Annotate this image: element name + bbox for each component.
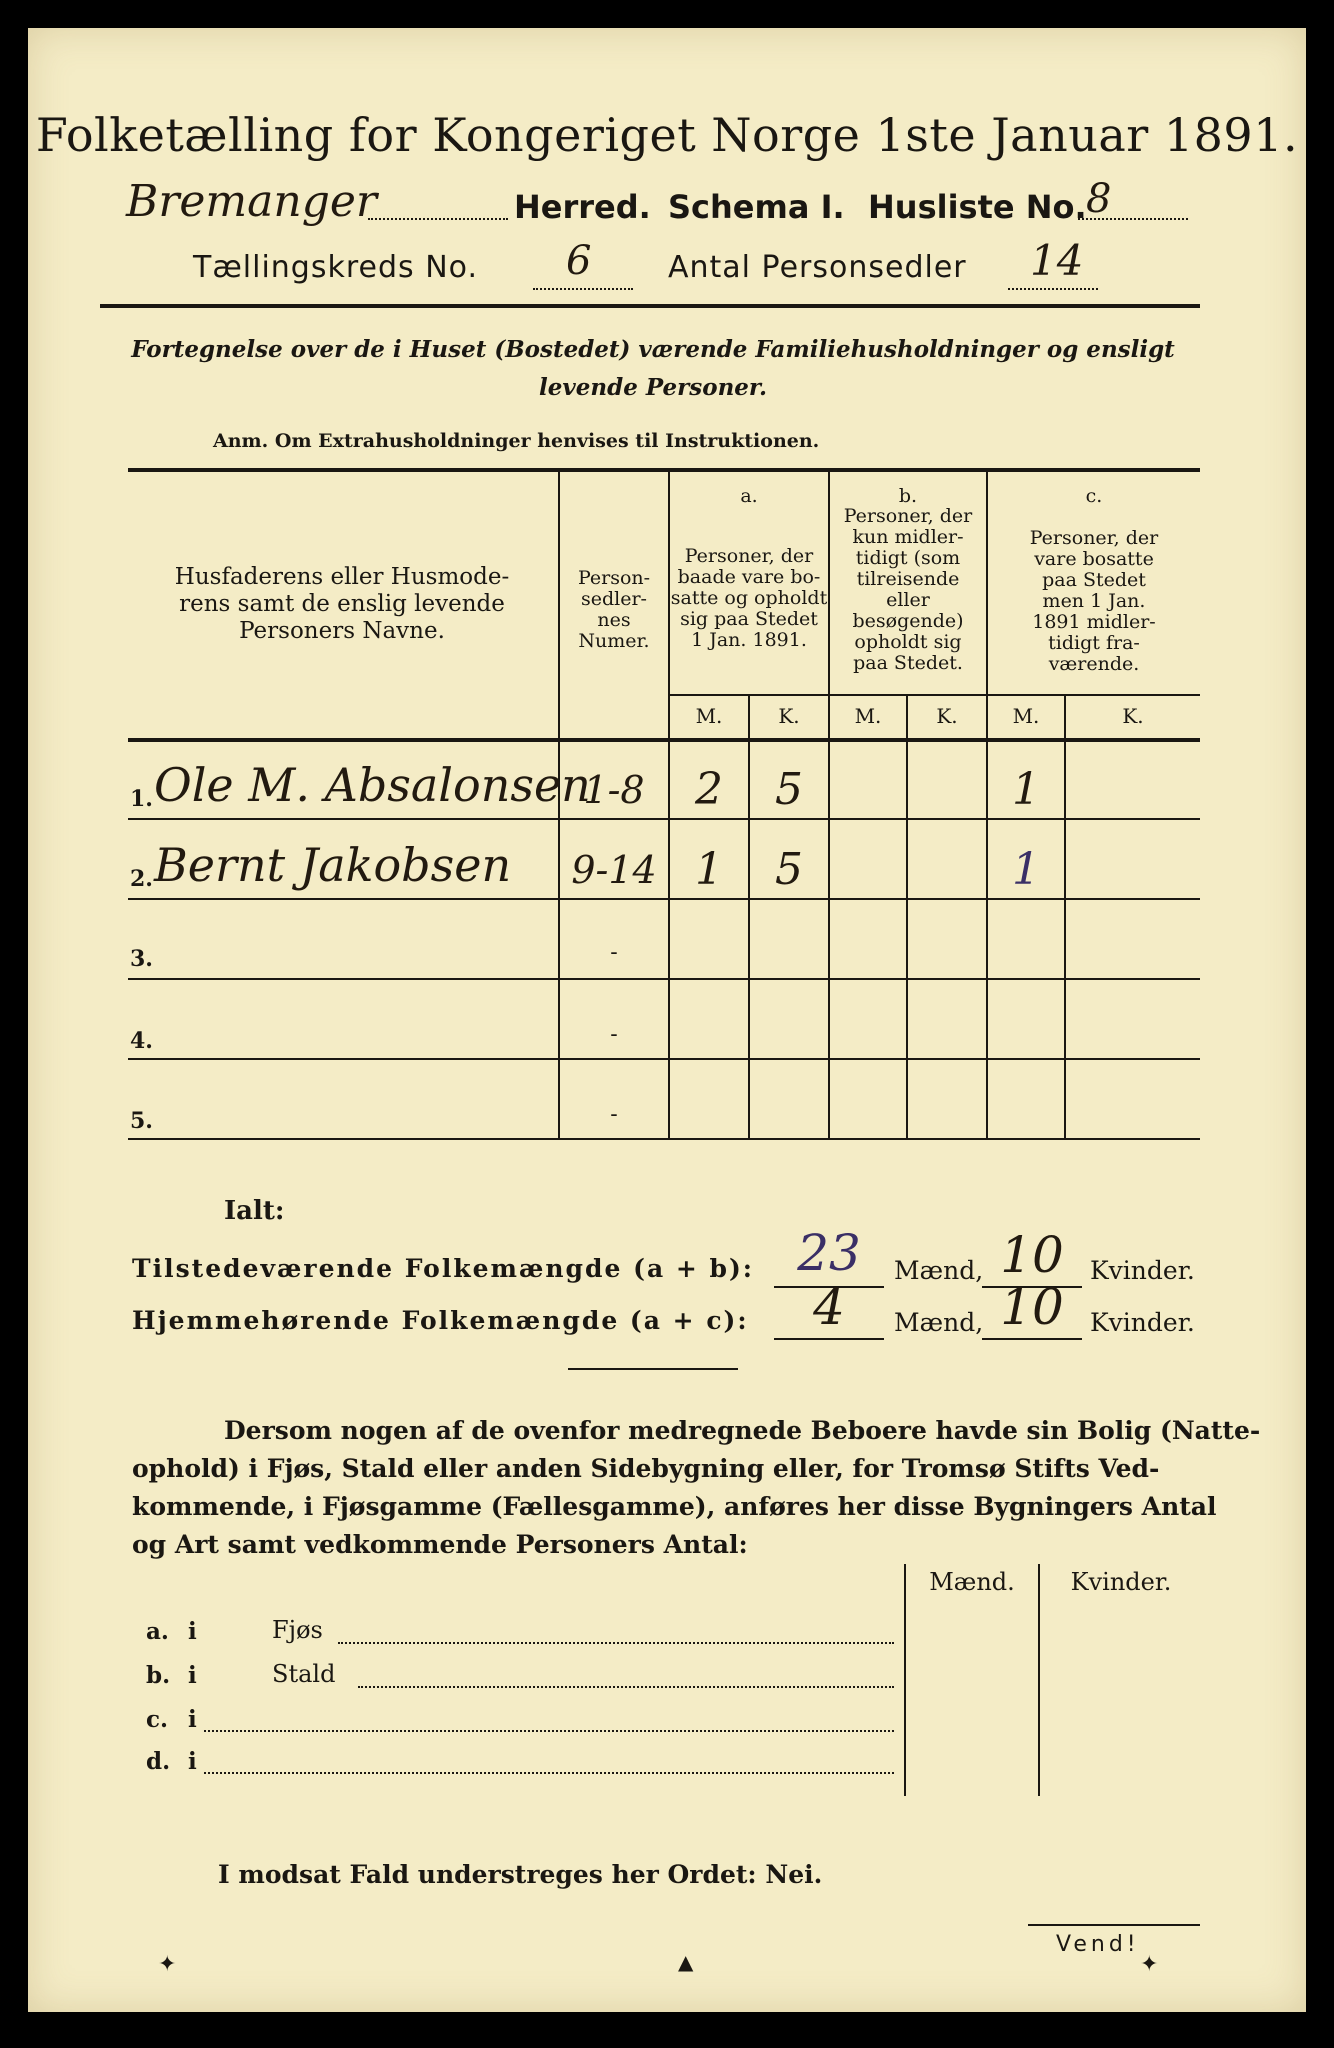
header-numer-line-3: nes (597, 609, 631, 631)
nei-line: I modsat Fald understreges her Ordet: Nei. (218, 1860, 823, 1889)
header-col-b-letter: b. (898, 485, 918, 507)
table-bottom-rule (128, 1138, 1200, 1140)
sub-c-m: M. (1012, 704, 1040, 728)
herred-dots (368, 218, 508, 220)
kreds-label: Tællingskreds No. (193, 250, 478, 285)
header-col-a-line-5: 1 Jan. 1891. (691, 629, 807, 651)
building-a-letter: a. (146, 1618, 169, 1645)
header-col-a-line-3: satte og opholdt (670, 587, 828, 609)
row-1-num: 1. (130, 786, 153, 812)
row-5-numer: - (610, 1102, 618, 1127)
header-names-line-1: Husfaderens eller Husmode- (174, 564, 510, 590)
header-col-b-line-6: besøgende) (852, 610, 964, 632)
kreds-dots (533, 288, 633, 290)
row-2-name: Bernt Jakobsen (154, 838, 512, 892)
sub-c-k: K. (1122, 704, 1144, 728)
header-col-b (830, 506, 986, 674)
vend-rule (1028, 1924, 1200, 1926)
building-d-i: i (188, 1748, 197, 1775)
tilstede-maend-value: 23 (797, 1224, 861, 1282)
hjemme-maend-value: 4 (813, 1278, 845, 1336)
header-col-b-line-5: eller (886, 589, 930, 611)
row-2-rule (128, 898, 1200, 900)
buildings-col-divider-2 (1038, 1564, 1040, 1796)
row-1-a-m: 2 (695, 764, 723, 815)
buildings-maend-header: Mænd. (929, 1568, 1015, 1596)
hjemme-label: Hjemmehørende Folkemængde (a + c): (132, 1306, 749, 1335)
tilstede-kvinder-label: Kvinder. (1090, 1256, 1195, 1285)
hjemme-maend-line (774, 1338, 884, 1340)
herred-value: Bremanger (126, 176, 377, 227)
building-d-letter: d. (146, 1748, 171, 1775)
header-numer (560, 568, 668, 652)
hjemme-kvinder-line (982, 1338, 1082, 1340)
header-col-b-line-1: Personer, der (843, 505, 973, 527)
row-4-numer: - (610, 1022, 618, 1047)
census-form-page (28, 28, 1306, 2012)
sub-b-m: M. (854, 704, 882, 728)
header-col-a-line-4: sig paa Stedet (680, 608, 818, 630)
header-col-b-line-8: paa Stedet. (853, 652, 963, 674)
personsedler-value: 14 (1030, 236, 1084, 285)
row-2-a-m: 1 (695, 844, 723, 895)
tilstede-maend-label: Mænd, (894, 1256, 984, 1285)
row-5-num: 5. (130, 1108, 153, 1134)
registration-mark-left-icon: ✦ (158, 1952, 177, 1977)
building-b-letter: b. (146, 1662, 171, 1689)
vend-label: Vend! (1056, 1932, 1140, 1957)
row-3-rule (128, 978, 1200, 980)
anm-note: Anm. Om Extrahusholdninger henvises til Instruktionen. (213, 430, 820, 452)
buildings-paragraph (132, 1412, 1261, 1564)
building-c-letter: c. (146, 1706, 169, 1733)
row-2-numer: 9-14 (571, 848, 657, 892)
schema-label: Schema I. (668, 188, 845, 226)
header-col-a-line-1: Personer, der (684, 545, 814, 567)
building-a-dots (338, 1642, 894, 1644)
tilstede-kvinder-value: 10 (1000, 1226, 1064, 1284)
building-a-label: Fjøs (272, 1616, 323, 1644)
buildings-para-line-3: kommende, i Fjøsgamme (Fællesgamme), anføres her disse Bygningers Antal (132, 1492, 1217, 1521)
hjemme-kvinder-value: 10 (1000, 1278, 1064, 1336)
building-b-i: i (188, 1662, 197, 1689)
header-col-c-line-4: men 1 Jan. (1042, 590, 1146, 612)
kreds-value: 6 (566, 238, 592, 284)
section-divider (568, 1368, 738, 1370)
page-title: Folketælling for Kongeriget Norge 1ste Januar 1891. (35, 108, 1299, 162)
row-3-numer: - (610, 940, 618, 965)
row-3-num: 3. (130, 946, 153, 972)
building-a-i: i (188, 1618, 197, 1645)
header-rule (100, 304, 1200, 308)
header-col-b-line-4: tilreisende (856, 568, 960, 590)
row-1-numer: 1-8 (583, 768, 645, 812)
husliste-label: Husliste No. (868, 188, 1087, 226)
row-2-c-m: 1 (1012, 844, 1040, 895)
hjemme-maend-label: Mænd, (894, 1308, 984, 1337)
header-col-c-line-7: værende. (1048, 653, 1140, 675)
header-col-b-line-2: kun midler- (852, 526, 964, 548)
buildings-para-line-4: og Art samt vedkommende Personers Antal: (132, 1530, 748, 1559)
col-divider-c-mk (1064, 694, 1066, 1138)
row-1-a-k: 5 (775, 764, 803, 815)
sub-a-m: M. (695, 704, 723, 728)
header-names-line-3: Personers Navne. (239, 618, 445, 644)
col-divider-a-mk (748, 694, 750, 1138)
col-divider-b-mk (906, 694, 908, 1138)
row-1-rule (128, 818, 1200, 820)
header-names-line-2: rens samt de enslig levende (179, 591, 505, 617)
herred-label: Herred. (514, 188, 651, 226)
header-col-c-line-3: paa Stedet (1042, 569, 1146, 591)
building-b-dots (358, 1686, 894, 1688)
header-names (132, 564, 552, 645)
building-d-dots (204, 1772, 894, 1774)
header-col-c-line-1: Personer, der (1029, 527, 1159, 549)
sub-a-k: K. (778, 704, 800, 728)
buildings-para-line-2: ophold) i Fjøs, Stald eller anden Sidebygning eller, for Tromsø Stifts Ved- (132, 1454, 1160, 1483)
buildings-col-divider-1 (904, 1564, 906, 1796)
sub-b-k: K. (936, 704, 958, 728)
row-4-rule (128, 1058, 1200, 1060)
tilstede-label: Tilstedeværende Folkemængde (a + b): (132, 1254, 755, 1283)
header-col-c-line-6: tidigt fra- (1048, 632, 1140, 654)
intro-line-1: Fortegnelse over de i Huset (Bostedet) værende Familiehusholdninger og ensligt (131, 336, 1175, 363)
registration-mark-center-icon: ▲ (678, 1950, 694, 1974)
header-col-a-letter: a. (740, 485, 758, 507)
header-numer-line-2: sedler- (581, 588, 647, 610)
header-col-a (670, 546, 828, 651)
row-4-num: 4. (130, 1028, 153, 1054)
buildings-para-line-1: Dersom nogen af de ovenfor medregnede Beboere havde sin Bolig (Natte- (224, 1416, 1261, 1445)
buildings-kvinder-header: Kvinder. (1070, 1568, 1172, 1596)
building-b-label: Stald (272, 1660, 336, 1688)
row-1-name: Ole M. Absalonsen (154, 758, 591, 812)
header-col-c (988, 528, 1200, 675)
header-numer-line-1: Person- (577, 567, 651, 589)
row-1-c-m: 1 (1012, 764, 1040, 815)
husliste-dots (1078, 218, 1188, 220)
registration-mark-right-icon: ✦ (1140, 1952, 1159, 1977)
header-col-b-line-7: opholdt sig (854, 631, 962, 653)
header-col-c-line-2: vare bosatte (1034, 548, 1154, 570)
header-numer-line-4: Numer. (578, 630, 650, 652)
table-top-rule (128, 468, 1200, 472)
building-c-i: i (188, 1706, 197, 1733)
building-c-dots (204, 1730, 894, 1732)
header-col-c-letter: c. (1085, 485, 1103, 507)
table-header-bottom-rule (128, 738, 1200, 742)
personsedler-dots (1008, 288, 1098, 290)
intro-line-2: levende Personer. (539, 374, 767, 401)
row-2-num: 2. (130, 866, 153, 892)
header-col-a-line-2: baade vare bo- (677, 566, 821, 588)
hjemme-kvinder-label: Kvinder. (1090, 1308, 1195, 1337)
header-col-c-line-5: 1891 midler- (1032, 611, 1156, 633)
personsedler-label: Antal Personsedler (668, 250, 967, 285)
husliste-value: 8 (1086, 176, 1112, 222)
header-col-b-line-3: tidigt (som (855, 547, 961, 569)
ialt-label: Ialt: (224, 1196, 285, 1226)
row-2-a-k: 5 (775, 844, 803, 895)
